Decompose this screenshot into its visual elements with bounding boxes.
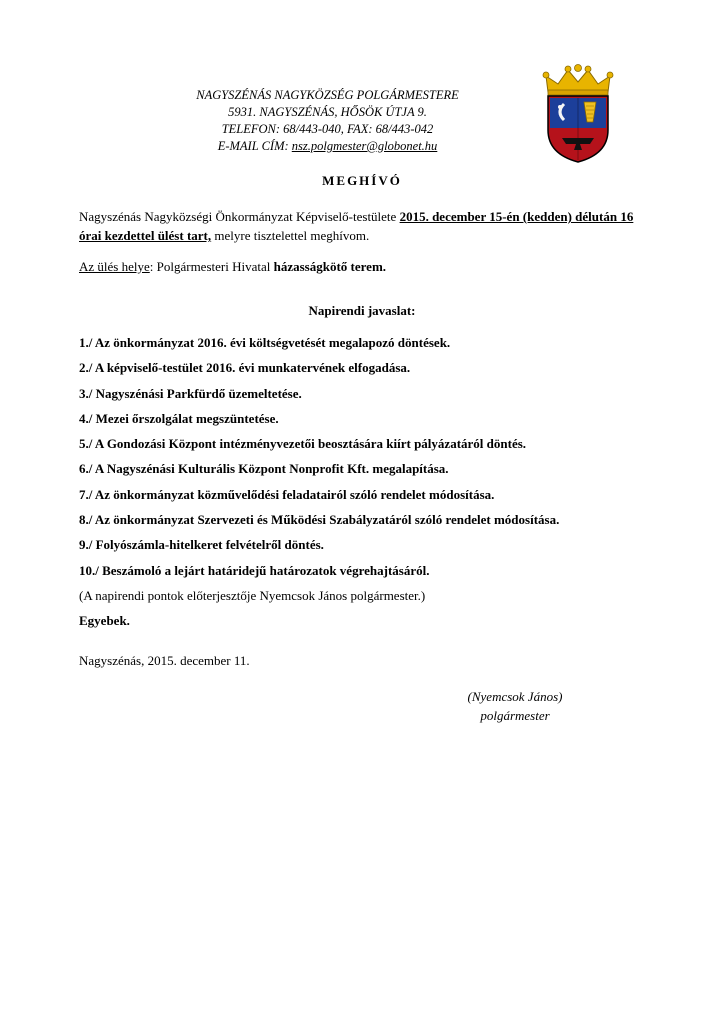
agenda-other: Egyebek. <box>79 613 130 629</box>
letterhead-address: 5931. NAGYSZÉNÁS, HŐSÖK ÚTJA 9. <box>228 105 427 119</box>
agenda-item: 9./ Folyószámla-hitelkeret felvételről döntés. <box>79 537 324 553</box>
agenda-item: 4./ Mezei őrszolgálat megszüntetése. <box>79 410 279 426</box>
presenter-note: (A napirendi pontok előterjesztője Nyemcsok János polgármester.) <box>79 587 426 603</box>
crown-icon <box>543 65 613 96</box>
agenda-item: 6./ A Nagyszénási Kulturális Központ Nonprofit Kft. megalapítása. <box>79 461 449 477</box>
venue-place: házasságkötő terem. <box>273 259 387 274</box>
agenda-item: 10./ Beszámoló a lejárt határidejű határozatok végrehajtásáról. <box>79 562 430 578</box>
invitation-paragraph <box>79 207 649 245</box>
signature-name: (Nyemcsok János) <box>467 689 563 704</box>
letterhead-office: NAGYSZÉNÁS NAGYKÖZSÉG POLGÁRMESTERE <box>196 88 459 102</box>
agenda-item: 1./ Az önkormányzat 2016. évi költségvetését megalapozó döntések. <box>79 335 451 350</box>
agenda-item: 2./ A képviselő-testület 2016. évi munkatervének elfogadása. <box>79 360 411 376</box>
date-line: Nagyszénás, 2015. december 11. <box>79 653 250 668</box>
meeting-datetime: 2015. december 15-én (kedden) délután 16 órai kezdettel ülést tart, <box>79 209 634 243</box>
agenda-item: 8./ Az önkormányzat Szervezeti és Működési Szabályzatáról szóló rendelet módosítása. <box>79 512 560 528</box>
shield-icon <box>548 96 608 162</box>
agenda-title: Napirendi javaslat: <box>308 303 416 318</box>
letterhead-email-line <box>100 138 555 155</box>
document-title: MEGHÍVÓ <box>322 173 402 188</box>
email-address-link[interactable]: nsz.polgmester@globonet.hu <box>291 139 438 153</box>
intro-text: Nagyszénás Nagyközségi Önkormányzat Képviselő-testülete <box>79 209 400 224</box>
coat-of-arms-icon <box>542 62 614 164</box>
agenda-item: 7./ Az önkormányzat közművelődési feladatairól szóló rendelet módosítása. <box>79 486 495 502</box>
agenda-list <box>79 333 679 637</box>
signature-role: polgármester <box>480 708 550 723</box>
agenda-item: 5./ A Gondozási Központ intézményvezetői beosztására kiírt pályázatáról döntés. <box>79 436 527 452</box>
signature-block <box>455 687 575 725</box>
venue-label: Az ülés helye <box>79 259 150 274</box>
letterhead <box>100 87 555 155</box>
venue-line <box>79 257 649 276</box>
agenda-item: 3./ Nagyszénási Parkfürdő üzemeltetése. <box>79 385 302 401</box>
venue-text: : Polgármesteri Hivatal <box>149 259 274 274</box>
email-label: E-MAIL CÍM: <box>217 139 292 153</box>
letterhead-phone-fax: TELEFON: 68/443-040, FAX: 68/443-042 <box>221 122 434 136</box>
intro-closing: melyre tisztelettel meghívom. <box>211 228 370 243</box>
